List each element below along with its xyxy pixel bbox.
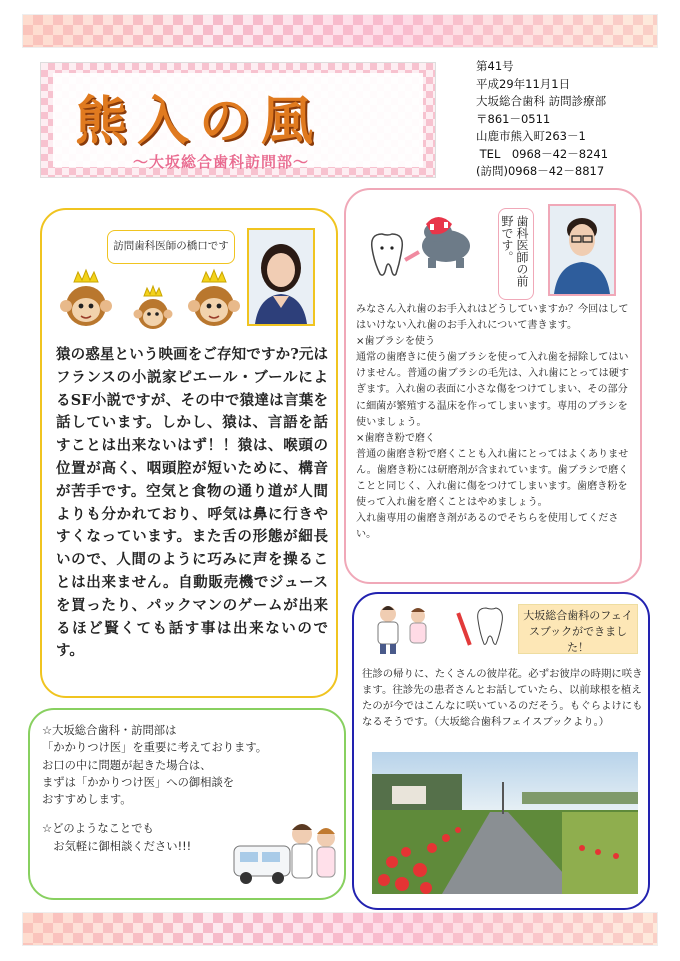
woman-portrait-icon — [249, 230, 313, 324]
intro-panel — [40, 208, 338, 698]
facebook-article-text: 往診の帰りに、たくさんの彼岸花。必ずお彼岸の時期に咲きます。往診先の患者さんとお話していたら、以前球根を植えたのが今ではこんなに咲いているのだそう。もぐらよけにもなるそうです。（大坂総合歯科フェイスブックより。） — [362, 668, 643, 728]
decorative-band-bottom — [22, 912, 658, 946]
tooth-hippo-illustration — [360, 202, 480, 292]
nurse-icon — [317, 828, 335, 877]
clinic-name: 大坂総合歯科 訪問診療部 — [476, 94, 607, 108]
denture-caption: 歯科医師の前野です。 — [498, 208, 534, 300]
doctor-icon — [378, 606, 398, 654]
title-inner — [53, 73, 423, 171]
facebook-caption: 大坂総合歯科のフェイスブックができました！ — [518, 604, 638, 654]
denture-paragraph: みなさん入れ歯のお手入れはどうしていますか？今回はしてはいけない入れ歯のお手入れについて書きます。 — [356, 304, 629, 332]
consult-line: おすすめします。 — [42, 793, 132, 807]
phone-visit: (訪問)0968－42－8817 — [476, 164, 605, 178]
nurse-icon — [410, 608, 426, 643]
decorative-band-top — [22, 14, 658, 48]
monkey-illustration — [52, 268, 252, 338]
doctor-icon — [292, 824, 312, 878]
facebook-panel — [352, 592, 650, 910]
consult-line: まずは「かかりつけ医」への御相談を — [42, 775, 235, 789]
consultation-panel — [28, 708, 346, 900]
consult-line: 「かかりつけ医」を重要に考えております。 — [42, 741, 268, 755]
header-info — [476, 58, 608, 181]
address: 山鹿市熊入町263－1 — [476, 129, 586, 143]
man-portrait-icon — [550, 206, 614, 294]
dental-staff-illustration — [366, 600, 506, 656]
denture-care-panel — [344, 188, 642, 584]
van-icon — [234, 846, 290, 884]
denture-paragraph: 入れ歯専用の歯磨き剤があるのでそちらを使用してください。 — [356, 513, 619, 541]
doctor-photo-hashiguchi — [247, 228, 315, 326]
intro-article-text: 猿の惑星という映画をご存知ですか?元はフランスの小説家ピエール・ブールによるSF小説ですが、その中で猿達は言葉を話しています。しかし、猿は、言語を話すことは出来ないはず！！猿は、喉頭の位置が高く、咽頭腔が短いために、構音が苦手です。空気と食物の通り道が人間よりも分かれており、呼気は鼻に行きやすくなっています。また舌の形態が細長いので、人間のように巧みに声を操ることは出来ません。自動販売機でジュースを買ったり、パックマンのゲームが出来るほど賢くても話す事は出来ないのです。 — [56, 346, 328, 660]
consult-line: ☆どのようなことでも — [42, 822, 154, 836]
title-banner — [40, 62, 436, 178]
denture-heading-toothpaste: ×歯磨き粉で磨く — [356, 432, 436, 444]
spider-lily-photo — [372, 752, 638, 894]
tooth-icon — [372, 234, 420, 275]
newsletter-subtitle: ～大坂総合歯科訪問部～ — [133, 153, 310, 171]
issue-number: 第41号 — [476, 59, 514, 73]
hippo-icon — [422, 217, 470, 268]
intro-caption: 訪問歯科医師の橋口です — [107, 230, 235, 264]
phone-main: TEL 0968－42－8241 — [476, 146, 609, 161]
monkey-icon — [134, 286, 173, 329]
visit-van-illustration — [230, 808, 342, 892]
denture-paragraph: 通常の歯磨きに使う歯ブラシを使って入れ歯を掃除してはいけません。普通の歯ブラシの毛先は、入れ歯にとっては硬すぎます。入れ歯の表面に小さな傷をつけてしまい、その部分に細菌が繁殖する温床を作ってしまいます。専用のブラシを使いましょう。 — [356, 352, 629, 428]
postal-code: 〒861－0511 — [476, 111, 551, 126]
monkey-icon — [60, 270, 112, 326]
issue-date: 平成29年11月1日 — [476, 76, 571, 91]
monkey-icon — [188, 270, 240, 326]
road-flowers-scene — [372, 752, 638, 894]
consult-line: お気軽に御相談ください!!! — [42, 839, 192, 853]
denture-paragraph: 普通の歯磨き粉で磨くことも入れ歯にとってはよくありません。歯磨き粉には研磨剤が含まれています。歯ブラシで磨くことと同じく、入れ歯に傷をつけてしまいます。歯磨き粉を使って入れ歯を磨くことはやめましょう。 — [356, 448, 629, 509]
consult-line: ☆大坂総合歯科・訪問部は — [42, 724, 177, 737]
denture-article-text — [356, 302, 636, 543]
doctor-photo-maeno — [548, 204, 616, 296]
denture-heading-toothbrush: ×歯ブラシを使う — [356, 336, 436, 348]
consult-line: お口の中に問題が起きた場合は、 — [42, 758, 212, 772]
newsletter-title: 熊入の風 — [75, 91, 324, 152]
toothbrush-icon — [456, 608, 502, 646]
